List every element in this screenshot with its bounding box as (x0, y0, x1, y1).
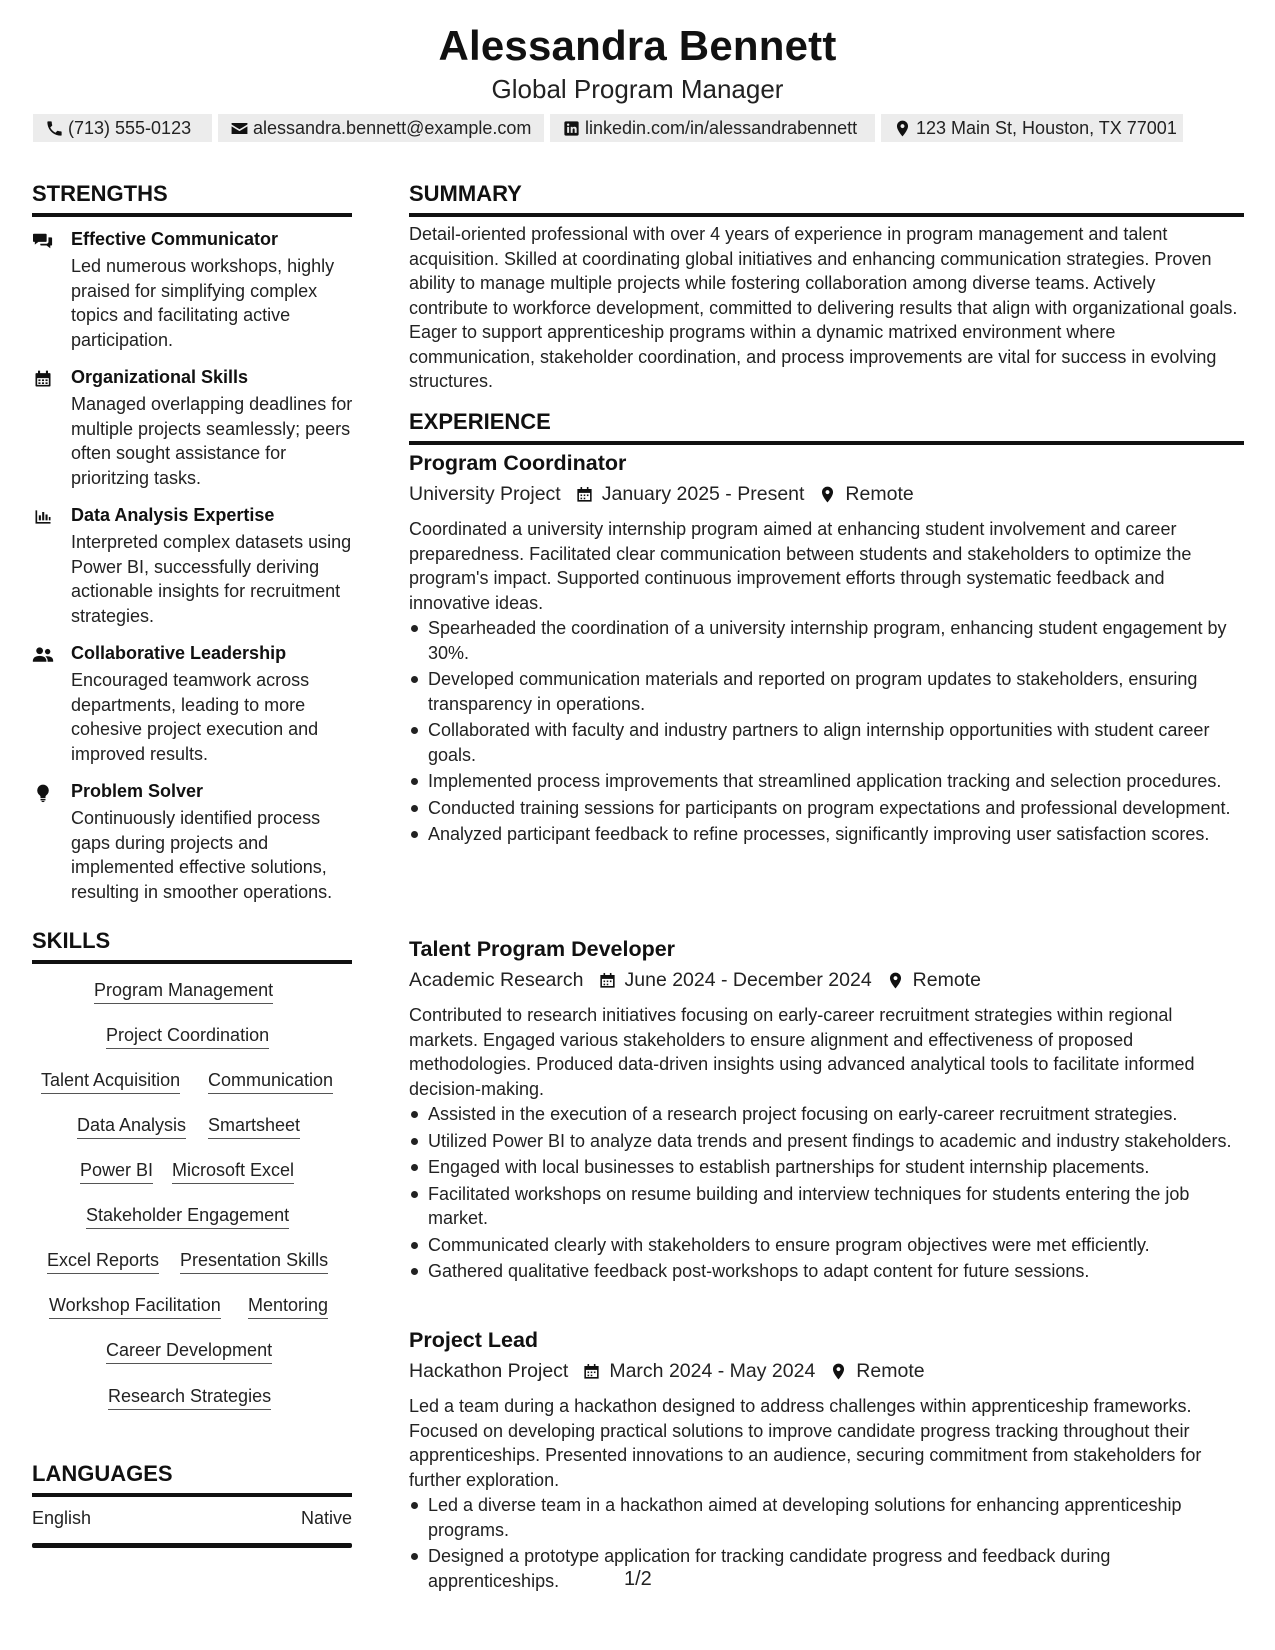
contact-phone[interactable] (33, 114, 212, 142)
candidate-title: Global Program Manager (491, 74, 784, 104)
contact-address[interactable] (881, 114, 1183, 142)
job-organization: Hackathon Project (409, 1360, 569, 1382)
job-organization: University Project (409, 483, 561, 505)
bar-chart-icon (32, 507, 54, 527)
job-bullet: Utilized Power BI to analyze data trends and present findings to academic and industry stakeholders. (409, 1129, 1244, 1154)
skill-tag: Communication (208, 1069, 333, 1094)
job-meta (409, 483, 914, 506)
map-pin-icon (818, 485, 837, 504)
skill-tag: Workshop Facilitation (49, 1294, 221, 1319)
strength-title: Collaborative Leadership (71, 643, 287, 663)
strength-description: Continuously identified process gaps during projects and implemented effective solutions, resulting in smoother operations. (71, 808, 333, 902)
skill-tag: Data Analysis (77, 1114, 186, 1139)
strength-title: Problem Solver (71, 781, 204, 801)
strength-description: Interpreted complex datasets using Power BI, successfully deriving actionable insights for recruitment strategies. (71, 532, 352, 626)
job-dates: June 2024 - December 2024 (624, 969, 872, 991)
job-bullet: Conducted training sessions for participants on program expectations and professional development. (409, 796, 1244, 821)
language-name: English (32, 1508, 92, 1528)
linkedin-icon (562, 119, 581, 138)
job-bullet: Developed communication materials and reported on program updates to stakeholders, ensuring transparency in operations. (409, 667, 1244, 716)
languages-heading: LANGUAGES (32, 1461, 352, 1497)
calendar-icon (575, 485, 594, 504)
contact-email[interactable] (218, 114, 544, 142)
users-icon (32, 645, 54, 665)
experience-heading: EXPERIENCE (409, 409, 1244, 445)
skill-tag: Research Strategies (108, 1385, 271, 1410)
summary-heading: SUMMARY (409, 181, 1244, 217)
job-title: Project Lead (409, 1328, 539, 1352)
job-bullet: Collaborated with faculty and industry partners to align internship opportunities with student career goals. (409, 718, 1244, 767)
strength-title: Organizational Skills (71, 367, 249, 387)
skill-tag: Talent Acquisition (41, 1069, 180, 1094)
skill-tag: Smartsheet (208, 1114, 300, 1139)
strength-title: Effective Communicator (71, 229, 279, 249)
job-description: Led a team during a hackathon designed to address challenges within apprenticeship frameworks. Focused on developing practical solutions to improve candidate progress tracking throughout their apprenticeships. Presented innovations to an audience, securing commitment from stakeholders for further exploration. (409, 1396, 1202, 1490)
calendar-icon (32, 369, 54, 389)
page-number: 1/2 (624, 1568, 652, 1590)
job-location: Remote (856, 1360, 925, 1382)
job-bullet: Designed a prototype application for tracking candidate progress and feedback during apprenticeships. (409, 1544, 1244, 1593)
job-bullet: Analyzed participant feedback to refine processes, significantly improving user satisfaction scores. (409, 822, 1244, 847)
job-bullet: Communicated clearly with stakeholders to ensure program objectives were met efficiently. (409, 1233, 1244, 1258)
language-proficiency-bar (32, 1543, 352, 1548)
lightbulb-icon (32, 783, 54, 803)
comments-icon (32, 231, 54, 251)
skills-heading: SKILLS (32, 928, 352, 964)
strength-description: Managed overlapping deadlines for multiple projects seamlessly; peers often sought assistance for prioritzing tasks. (71, 394, 353, 488)
map-pin-icon (829, 1362, 848, 1381)
skill-tag: Career Development (106, 1339, 272, 1364)
strength-description: Encouraged teamwork across departments, leading to more cohesive project execution and improved results. (71, 670, 319, 764)
strength-title: Data Analysis Expertise (71, 505, 275, 525)
candidate-name: Alessandra Bennett (438, 22, 837, 69)
skill-tag: Excel Reports (47, 1249, 159, 1274)
job-title: Program Coordinator (409, 451, 627, 475)
contact-linkedin[interactable] (550, 114, 875, 142)
job-bullet: Spearheaded the coordination of a university internship program, enhancing student engagement by 30%. (409, 616, 1244, 665)
job-description: Contributed to research initiatives focusing on early-career recruitment strategies within regional markets. Engaged various stakeholders to ensure alignment and effectiveness of proposed methodologies. Produced data-driven insights using advanced analytical tools to facilitate informed decision-making. (409, 1005, 1195, 1099)
strength-description: Led numerous workshops, highly praised for simplifying complex topics and facilitating active participation. (71, 256, 335, 350)
language-level: Native (300, 1508, 352, 1528)
job-bullets (409, 1102, 1244, 1286)
job-dates: January 2025 - Present (601, 483, 805, 505)
skill-tag: Presentation Skills (180, 1249, 328, 1274)
contact-phone-text: (713) 555-0123 (68, 118, 192, 138)
contact-address-text: 123 Main St, Houston, TX 77001 (916, 118, 1177, 138)
job-bullets (409, 616, 1244, 849)
job-bullet: Engaged with local businesses to establish partnerships for student internship placements. (409, 1155, 1244, 1180)
job-dates: March 2024 - May 2024 (609, 1360, 816, 1382)
envelope-icon (230, 119, 249, 138)
skill-tag: Mentoring (248, 1294, 328, 1319)
job-meta (409, 1360, 925, 1383)
skill-tag: Microsoft Excel (172, 1159, 294, 1184)
phone-icon (45, 119, 64, 138)
job-bullet: Assisted in the execution of a research project focusing on early-career recruitment strategies. (409, 1102, 1244, 1127)
calendar-icon (582, 1362, 601, 1381)
job-bullet: Facilitated workshops on resume building and interview techniques for students entering the job market. (409, 1182, 1244, 1231)
strengths-heading: STRENGTHS (32, 181, 352, 217)
skill-tag: Program Management (94, 979, 273, 1004)
job-meta (409, 969, 981, 992)
job-bullet: Gathered qualitative feedback post-workshops to adapt content for future sessions. (409, 1259, 1244, 1284)
job-bullet: Led a diverse team in a hackathon aimed at developing solutions for enhancing apprenticeship programs. (409, 1493, 1244, 1542)
job-organization: Academic Research (409, 969, 584, 991)
job-description: Coordinated a university internship program aimed at enhancing student involvement and career preparedness. Facilitated clear communication between students and stakeholders to optimize the program's impact. Supported continuous improvement efforts through systematic feedback and innovative ideas. (409, 519, 1192, 613)
skill-tag: Stakeholder Engagement (86, 1204, 289, 1229)
job-bullets (409, 1493, 1244, 1595)
map-pin-icon (893, 119, 912, 138)
skill-tag: Project Coordination (106, 1024, 269, 1049)
calendar-icon (598, 971, 617, 990)
contact-email-text: alessandra.bennett@example.com (253, 118, 532, 138)
contact-linkedin-text: linkedin.com/in/alessandrabennett (585, 118, 858, 138)
job-bullet: Implemented process improvements that streamlined application tracking and selection procedures. (409, 769, 1244, 794)
summary-text: Detail-oriented professional with over 4 years of experience in program management and talent acquisition. Skilled at coordinating global initiatives and enhancing communication strategies. Proven ability to manage multiple projects while fostering collaboration among diverse teams. Actively contribute to workforce development, committed to delivering results that align with organizational goals. Eager to support apprenticeship programs within a dynamic matrixed environment where communication, stakeholder coordination, and process improvements are vital for success in evolving structures. (409, 224, 1238, 391)
skill-tag: Power BI (80, 1159, 153, 1184)
map-pin-icon (886, 971, 905, 990)
job-title: Talent Program Developer (409, 937, 676, 961)
job-location: Remote (912, 969, 981, 991)
job-location: Remote (845, 483, 914, 505)
